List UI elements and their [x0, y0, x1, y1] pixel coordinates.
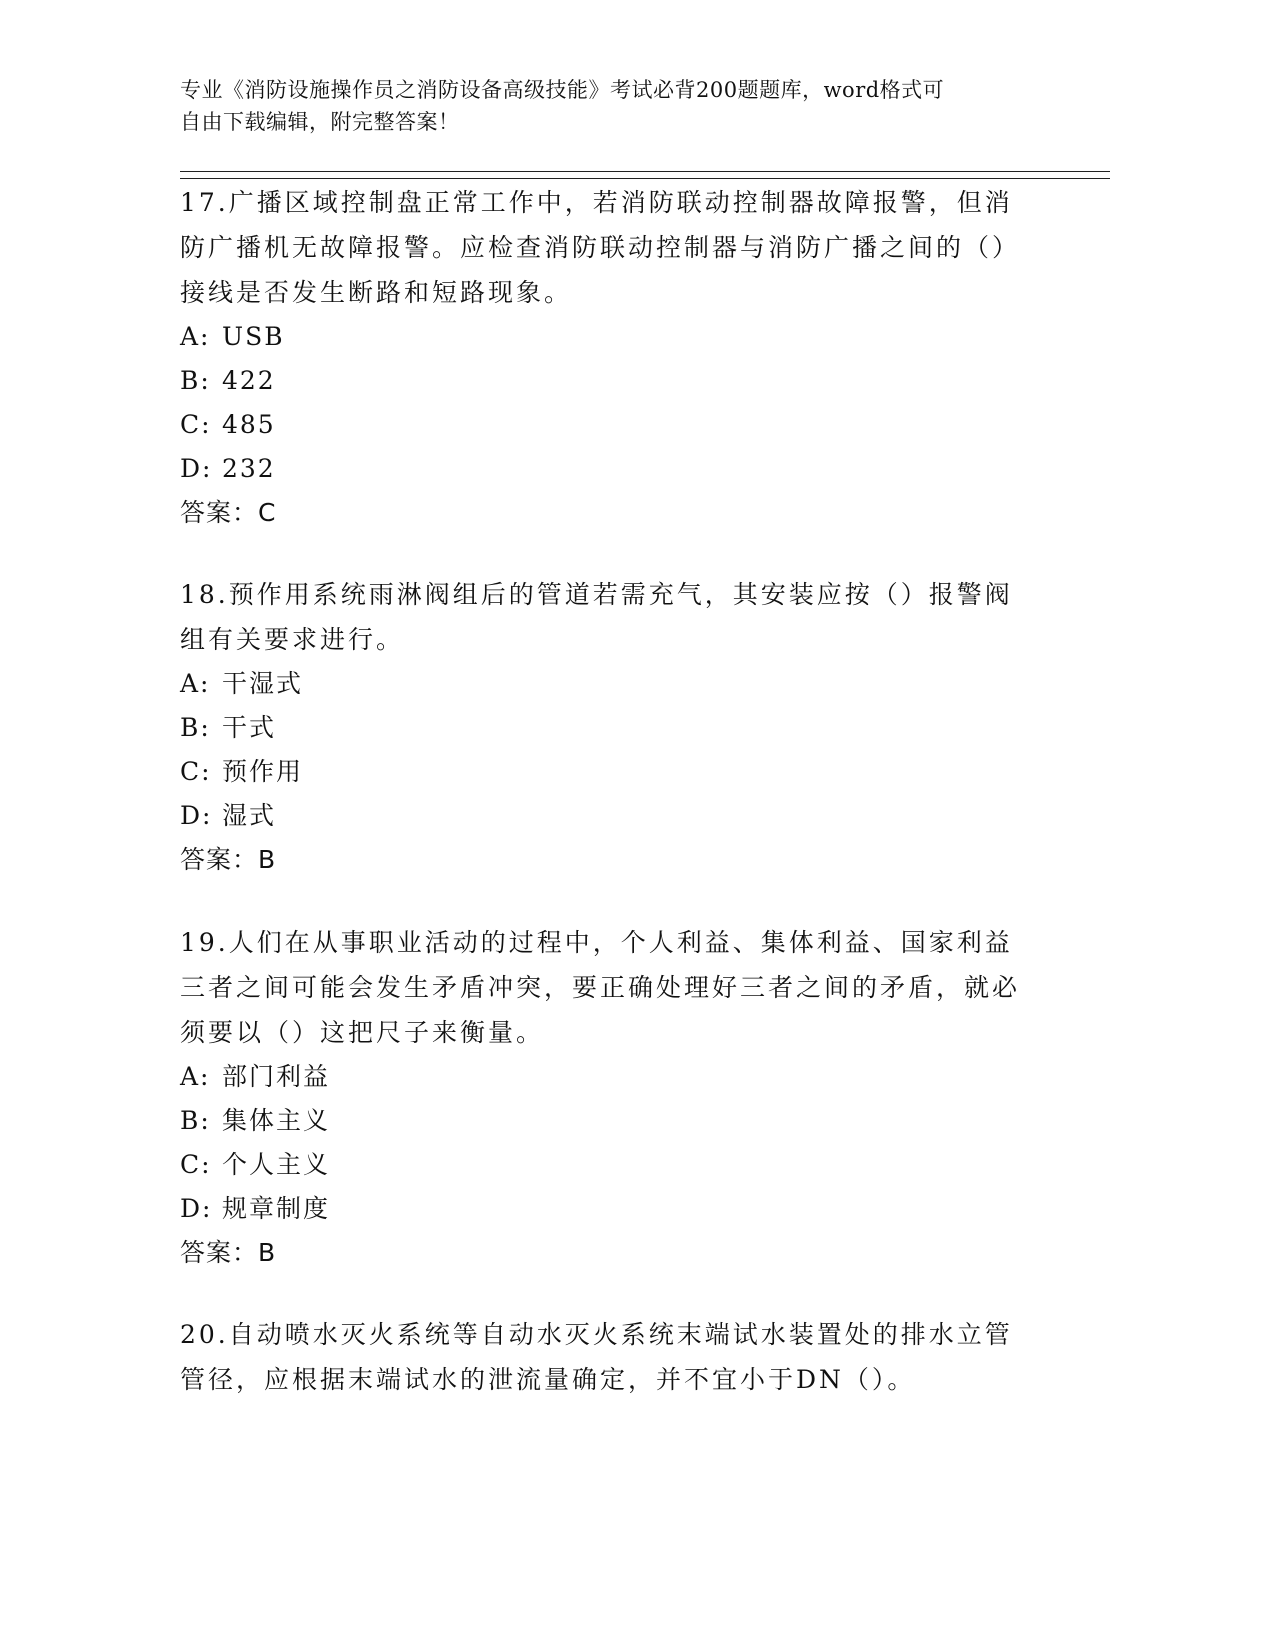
document-page — [180, 0, 1110, 1650]
question-stem: 19.人们在从事职业活动的过程中，个人利益、集体利益、国家利益三者之间可能会发生矛盾冲突，要正确处理好三者之间的矛盾，就必须要以（）这把尺子来衡量。 — [180, 928, 1021, 1047]
option-key: C: — [180, 757, 212, 786]
option-d — [180, 794, 1040, 838]
option-key: B: — [180, 366, 211, 395]
option-key: A: — [180, 1062, 211, 1091]
option-text: 干湿式 — [222, 669, 304, 698]
option-a — [180, 315, 1040, 359]
option-d — [180, 1187, 1040, 1231]
option-text: 规章制度 — [222, 1194, 331, 1223]
option-c — [180, 1143, 1040, 1187]
question-stem: 18.预作用系统雨淋阀组后的管道若需充气，其安装应按（）报警阀组有关要求进行。 — [180, 580, 1013, 654]
option-key: D: — [180, 1194, 213, 1223]
option-key: C: — [180, 410, 212, 439]
question-stem: 17.广播区域控制盘正常工作中，若消防联动控制器故障报警，但消防广播机无故障报警。应检查消防联动控制器与消防广播之间的（）接线是否发生断路和短路现象。 — [180, 188, 1021, 307]
option-key: D: — [180, 801, 213, 830]
option-b — [180, 706, 1040, 750]
question-stem: 20.自动喷水灭火系统等自动水灭火系统末端试水装置处的排水立管管径，应根据末端试水的泄流量确定，并不宜小于DN（）。 — [180, 1320, 1013, 1394]
header-line-2: 自由下载编辑，附完整答案！ — [180, 110, 460, 134]
document-header — [180, 74, 1040, 138]
question-19 — [180, 920, 1040, 1275]
option-d — [180, 447, 1040, 491]
option-key: C: — [180, 1150, 212, 1179]
option-text: 湿式 — [222, 801, 277, 830]
header-divider-bottom — [180, 178, 1110, 179]
question-18 — [180, 572, 1040, 882]
option-key: B: — [180, 1106, 211, 1135]
option-text: 个人主义 — [222, 1150, 331, 1179]
option-text: 232 — [222, 454, 276, 483]
option-text: 部门利益 — [222, 1062, 331, 1091]
option-c — [180, 750, 1040, 794]
option-key: D: — [180, 454, 213, 483]
option-text: 集体主义 — [222, 1106, 331, 1135]
header-divider-top — [180, 171, 1110, 172]
option-b — [180, 1099, 1040, 1143]
option-text: 485 — [222, 410, 276, 439]
option-b — [180, 359, 1040, 403]
option-a — [180, 662, 1040, 706]
option-text: 预作用 — [222, 757, 304, 786]
question-20 — [180, 1312, 1040, 1402]
answer-line: 答案：C — [180, 498, 277, 527]
option-key: A: — [180, 669, 211, 698]
question-17 — [180, 180, 1040, 535]
option-key: A: — [180, 322, 211, 351]
answer-line: 答案：B — [180, 845, 277, 874]
answer-line: 答案：B — [180, 1238, 277, 1267]
option-c — [180, 403, 1040, 447]
header-line-1: 专业《消防设施操作员之消防设备高级技能》考试必背200题题库，word格式可 — [180, 78, 945, 102]
option-key: B: — [180, 713, 211, 742]
option-text: 干式 — [222, 713, 277, 742]
option-text: 422 — [222, 366, 276, 395]
option-a — [180, 1055, 1040, 1099]
option-text: USB — [222, 322, 285, 351]
